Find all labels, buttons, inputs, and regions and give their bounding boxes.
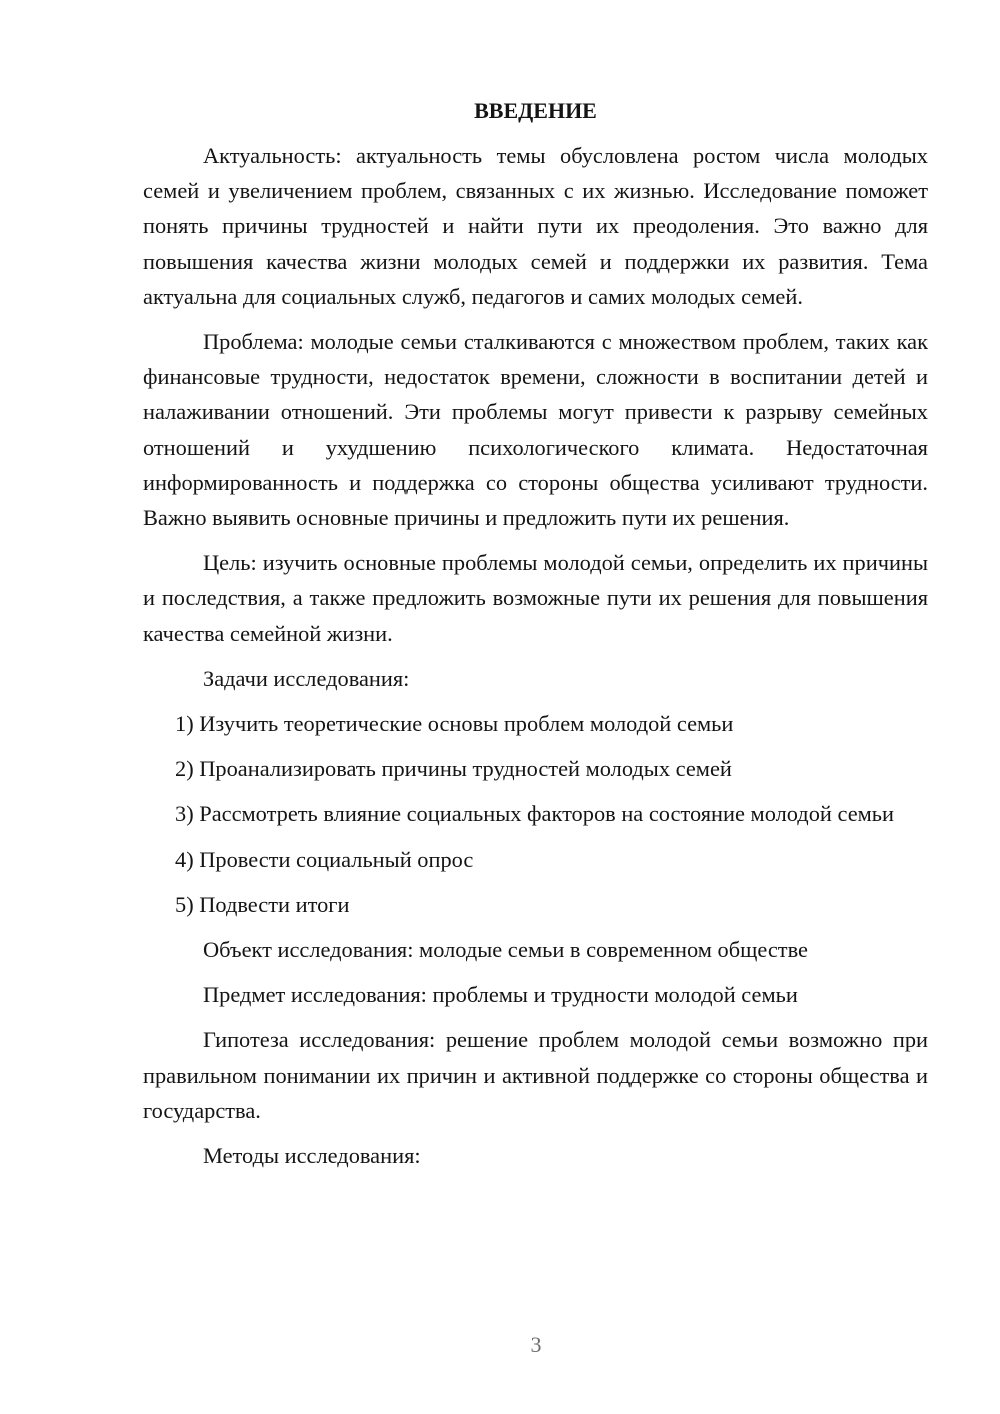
methods-heading: Методы исследования:	[203, 1143, 421, 1169]
task-item: 2) Проанализировать причины трудностей молодых семей	[175, 756, 732, 782]
research-object: Объект исследования: молодые семьи в современном обществе	[203, 937, 808, 963]
research-subject: Предмет исследования: проблемы и трудности молодой семьи	[203, 982, 798, 1008]
tasks-heading: Задачи исследования:	[203, 665, 410, 691]
task-item: 5) Подвести итоги	[175, 891, 350, 917]
task-item: 4) Провести социальный опрос	[175, 846, 474, 872]
document-page	[143, 94, 928, 1183]
research-hypothesis: Гипотеза исследования: решение проблем молодой семьи возможно при правильном понимании их причин и активной поддержке со стороны общества и государства.	[143, 1027, 928, 1123]
problem-paragraph: Проблема: молодые семьи сталкиваются с множеством проблем, таких как финансовые трудности, недостаток времени, сложности в воспитании детей и налаживании отношений. Эти проблемы могут привести к разрыву семейных отношений и ухудшению психологического климата. Недостаточная информированность и поддержка со стороны общества усиливают трудности. Важно выявить основные причины и предложить пути их решения.	[143, 329, 928, 531]
page-title: ВВЕДЕНИЕ	[474, 98, 597, 123]
page-number: 3	[530, 1332, 542, 1357]
relevance-paragraph: Актуальность: актуальность темы обусловлена ростом числа молодых семей и увеличением проблем, связанных с их жизнью. Исследование поможет понять причины трудностей и найти пути их преодоления. Это важно для повышения качества жизни молодых семей и поддержки их развития. Тема актуальна для социальных служб, педагогов и самих молодых семей.	[143, 143, 928, 309]
task-item: 3) Рассмотреть влияние социальных факторов на состояние молодой семьи	[175, 801, 894, 827]
task-item: 1) Изучить теоретические основы проблем молодой семьи	[175, 711, 734, 737]
goal-paragraph: Цель: изучить основные проблемы молодой семьи, определить их причины и последствия, а также предложить возможные пути их решения для повышения качества семейной жизни.	[143, 550, 928, 646]
